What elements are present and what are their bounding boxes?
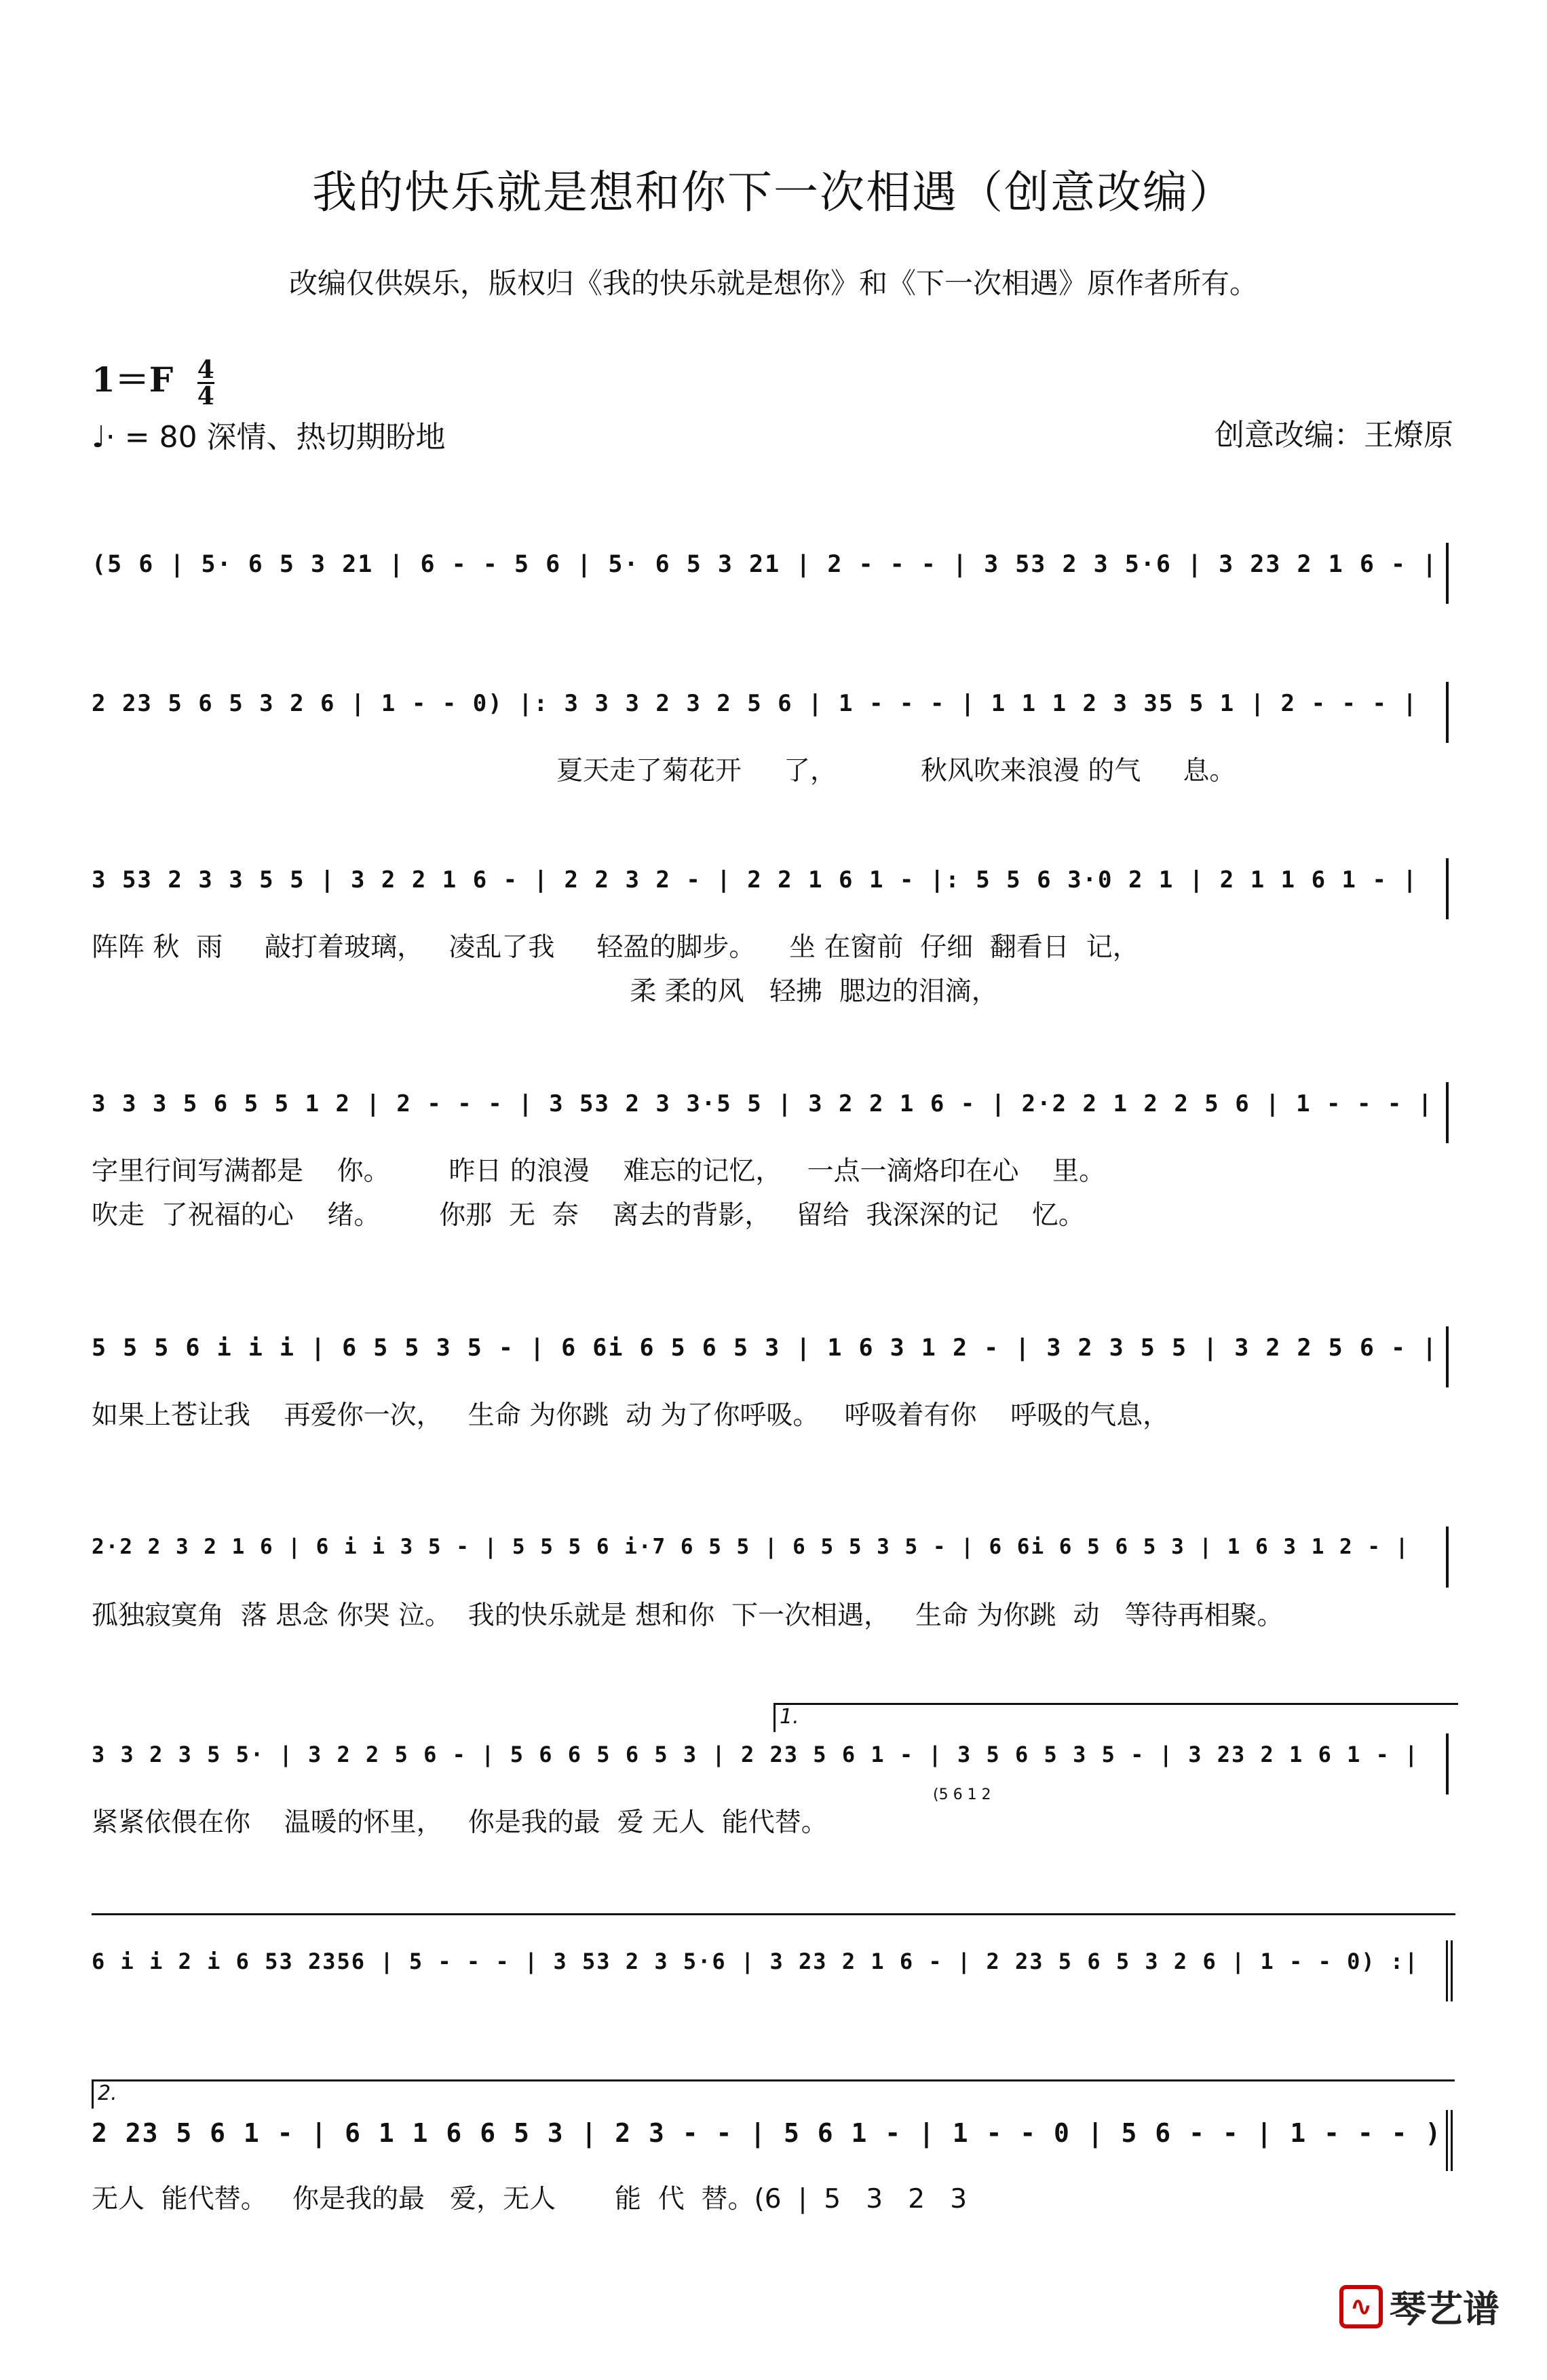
final-barline <box>1446 2110 1453 2171</box>
score-system-5 <box>92 1326 1455 1431</box>
barline <box>1446 1527 1449 1588</box>
lyric-line-1: 孤独寂寞角 落 思念 你哭 泣。 我的快乐就是 想和你 下一次相遇， 生命 为你跳 动 等待再相聚。 <box>92 1600 1284 1631</box>
lyric-line-2: 吹走 了祝福的心 绪。 你那 无 奈 离去的背影， 留给 我深深的记 忆。 <box>92 1200 1085 1231</box>
arranger-credit: 创意改编：王燎原 <box>1215 418 1453 453</box>
copyright-note: 改编仅供娱乐，版权归《我的快乐就是想你》和《下一次相遇》原作者所有。 <box>288 267 1258 300</box>
page-title: 我的快乐就是想和你下一次相遇（创意改编） <box>312 166 1235 218</box>
lyric-line-1: 如果上苍让我 再爱你一次， 生命 为你跳 动 为了你呼吸。 呼吸着有你 呼吸的气息， <box>92 1400 1170 1431</box>
second-ending-bracket: 2. <box>92 2079 1455 2109</box>
score-system-2 <box>92 682 1455 786</box>
barline <box>1446 682 1449 743</box>
tempo-marking: ♩· = 80 深情、热切期盼地 <box>92 420 446 455</box>
barline <box>1446 1733 1449 1794</box>
brand-mark-icon: ∿ <box>1339 2285 1383 2328</box>
time-signature <box>197 355 214 410</box>
score-system-6 <box>92 1527 1455 1631</box>
barline <box>1446 1082 1449 1143</box>
lyric-line-1: 字里行间写满都是 你。 昨日 的浪漫 难忘的记忆， 一点一滴烙印在心 里。 <box>92 1156 1106 1187</box>
meter-top: 4 <box>197 355 214 384</box>
lyric-line-1: 夏天走了菊花开 了， 秋风吹来浪漫 的气 息。 <box>556 756 1236 786</box>
notation-line: 2·2 2 3 2 1 6 | 6 i i 3 5 - | 5 5 5 6 i·7 6 5 5 | 6 5 5 3 5 - | 6 6i 6 5 6 5 3 | 1 6 3 1 2 - | <box>92 1535 1410 1559</box>
score-system-1 <box>92 543 1455 604</box>
notation-line: (5 6 | 5· 6 5 3 21 | 6 - - 5 6 | 5· 6 5 3 21 | 2 - - - | 3 53 2 3 5·6 | 3 23 2 1 6 - | <box>92 551 1438 578</box>
notation-line: 3 53 2 3 3 5 5 | 3 2 2 1 6 - | 2 2 3 2 - | 2 2 1 6 1 - |: 5 5 6 3·0 2 1 | 2 1 1 6 1 - | <box>92 866 1418 894</box>
lyric-line-1: 阵阵 秋 雨 敲打着玻璃， 凌乱了我 轻盈的脚步。 坐 在窗前 仔细 翻看日 记， <box>92 932 1139 963</box>
grace-notes: (5 6 1 2 <box>933 1786 991 1803</box>
repeat-end-barline <box>1446 1940 1453 2001</box>
score-system-3 <box>92 858 1455 1007</box>
ending-bracket-line <box>92 1913 1455 1915</box>
score-system-8 <box>92 1940 1455 2001</box>
lyric-line-1: 无人 能代替。 你是我的最 爱，无人 能 代 替。(6 | 5 3 2 3 <box>92 2184 968 2214</box>
barline <box>1446 1326 1449 1387</box>
notation-line: 6 i i 2 i 6 53 2356 | 5 - - - | 3 53 2 3 5·6 | 3 23 2 1 6 - | 2 23 5 6 5 3 2 6 | 1 - - 0) :| <box>92 1949 1419 1974</box>
notation-line: 3 3 2 3 5 5· | 3 2 2 5 6 - | 5 6 6 5 6 5 3 | 2 23 5 6 1 - | 3 5 6 5 3 5 - | 3 23 2 1 6 1 - | <box>92 1742 1419 1767</box>
notation-line: 5 5 5 6 i i i | 6 5 5 3 5 - | 6 6i 6 5 6 5 3 | 1 6 3 1 2 - | 3 2 3 5 5 | 3 2 2 5 6 - | <box>92 1335 1438 1362</box>
notation-line: 3 3 3 5 6 5 5 1 2 | 2 - - - | 3 53 2 3 3·5 5 | 3 2 2 1 6 - | 2·2 2 1 2 2 5 6 | 1 - - - | <box>92 1090 1434 1117</box>
score-system-4 <box>92 1082 1455 1231</box>
key-signature <box>92 353 214 408</box>
score-system-7 <box>92 1705 1455 1838</box>
key-text: 1＝F <box>92 360 174 400</box>
lyric-line-1: 紧紧依偎在你 温暖的怀里， 你是我的最 爱 无人 能代替。 <box>92 1807 828 1838</box>
score-system-9 <box>92 2081 1455 2214</box>
brand-name: 琴艺谱 <box>1390 2288 1500 2330</box>
notation-line: 2 23 5 6 5 3 2 6 | 1 - - 0) |: 3 3 3 2 3 2 5 6 | 1 - - - | 1 1 1 2 3 35 5 1 | 2 - - - | <box>92 690 1418 717</box>
lyric-line-2: 柔 柔的风 轻拂 腮边的泪滴， <box>92 976 998 1007</box>
barline <box>1446 543 1449 604</box>
first-ending-bracket: 1. <box>774 1703 1458 1732</box>
meter-bottom: 4 <box>197 381 214 410</box>
brand-logo <box>1339 2280 1500 2333</box>
notation-line: 2 23 5 6 1 - | 6 1 1 6 6 5 3 | 2 3 - - | 5 6 1 - | 1 - - 0 | 5 6 - - | 1 - - - ) <box>92 2118 1443 2148</box>
barline <box>1446 858 1449 919</box>
